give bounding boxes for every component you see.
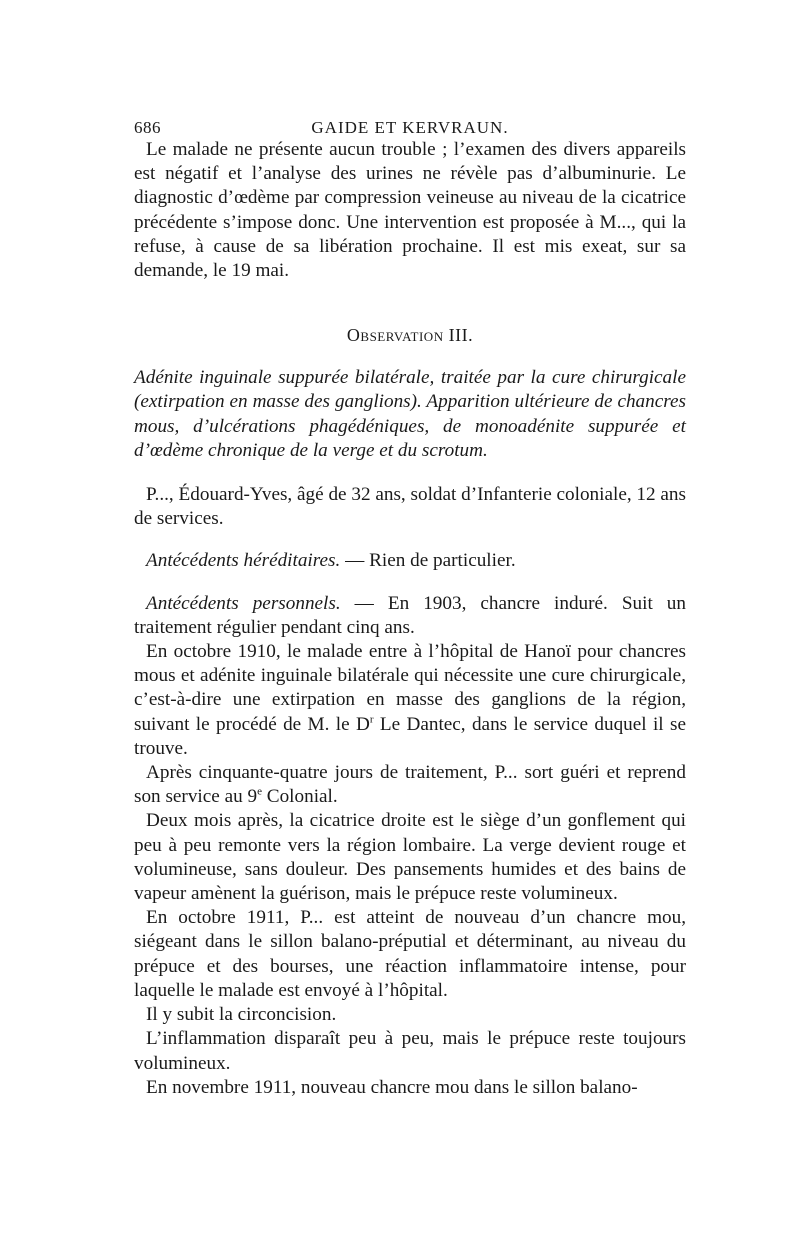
after-treatment-text-end: Colonial. — [261, 786, 338, 808]
paragraph-october-1911: En octobre 1911, P... est atteint de nouveau d’un chancre mou, siégeant dans le sillon balano-préputial et déterminant, au niveau du prépuce et des bourses, une réaction inflammatoire intense, pour laquelle le malade est envoyé à l’hôpital. — [134, 907, 686, 1001]
october-1910-text-end: Le Dantec, dans le service duquel il se trouve. — [134, 713, 686, 759]
personal-label: Antécédents personnels. — [146, 592, 341, 614]
hereditary-label: Antécédents héréditaires. — [146, 550, 341, 572]
observation-heading — [134, 325, 686, 346]
paragraph-circumcision: Il y subit la circoncision. — [146, 1004, 337, 1026]
regiment-superscript: e — [257, 785, 262, 798]
book-page — [134, 108, 686, 1100]
paragraph-two-months: Deux mois après, la cicatrice droite est le siège d’un gonflement qui peu à peu remonte vers la région lombaire. La verge devient rouge et volumineuse, sans douleur. Des pansements humides et des bains de vapeur amènent la guérison, mais le prépuce reste volumineux. — [134, 810, 686, 905]
paragraph-after-treatment — [134, 761, 686, 809]
paragraph-personal — [134, 592, 686, 640]
observation-numeral: III. — [443, 325, 474, 346]
paragraph-patient: P..., Édouard-Yves, âgé de 32 ans, soldat d’Infanterie coloniale, 12 ans de services. — [134, 484, 686, 530]
running-head — [134, 108, 686, 138]
paragraph-october-1910 — [134, 640, 686, 761]
observation-summary: Adénite inguinale suppurée bilatérale, traitée par la cure chirurgicale (extirpation en masse des ganglions). Apparition ultérieure de chancres mous, d’ulcérations phagédéniques, de monoadénite suppurée et d’œdème chronique de la verge et du scrotum. — [134, 367, 686, 461]
paragraph-hereditary — [134, 549, 686, 573]
after-treatment-text: Après cinquante-quatre jours de traitement, P... sort guéri et reprend son service au 9 — [134, 762, 686, 808]
page-number: 686 — [134, 118, 161, 137]
hereditary-text: — Rien de particulier. — [340, 550, 516, 572]
running-title: GAIDE ET KERVRAUN. — [311, 118, 509, 137]
paragraph-inflammation: L’inflammation disparaît peu à peu, mais le prépuce reste toujours volumineux. — [134, 1028, 686, 1074]
doctor-superscript: r — [369, 713, 374, 726]
personal-text: — En 1903, chancre induré. Suit un traitement régulier pendant cinq ans. — [134, 592, 686, 638]
october-1910-text: En octobre 1910, le malade entre à l’hôpital de Hanoï pour chancres mous et adénite inguinale bilatérale qui nécessite une cure chirurgicale, c’est-à-dire une extirpation en masse des ganglions de la région, suivant le procédé de M. le D — [134, 641, 686, 735]
paragraph-november-1911: En novembre 1911, nouveau chancre mou dans le sillon balano- — [146, 1076, 638, 1098]
observation-label: Observation — [346, 325, 444, 346]
paragraph-diagnosis: Le malade ne présente aucun trouble ; l’examen des divers appareils est négatif et l’analyse des urines ne révèle pas d’albuminurie. Le diagnostic d’œdème par compression veineuse au niveau de la cicatrice précédente s’impose donc. Une intervention est proposée à M..., qui la refuse, à cause de sa libération prochaine. Il est mis exeat, sur sa demande, le 19 mai. — [134, 139, 686, 282]
